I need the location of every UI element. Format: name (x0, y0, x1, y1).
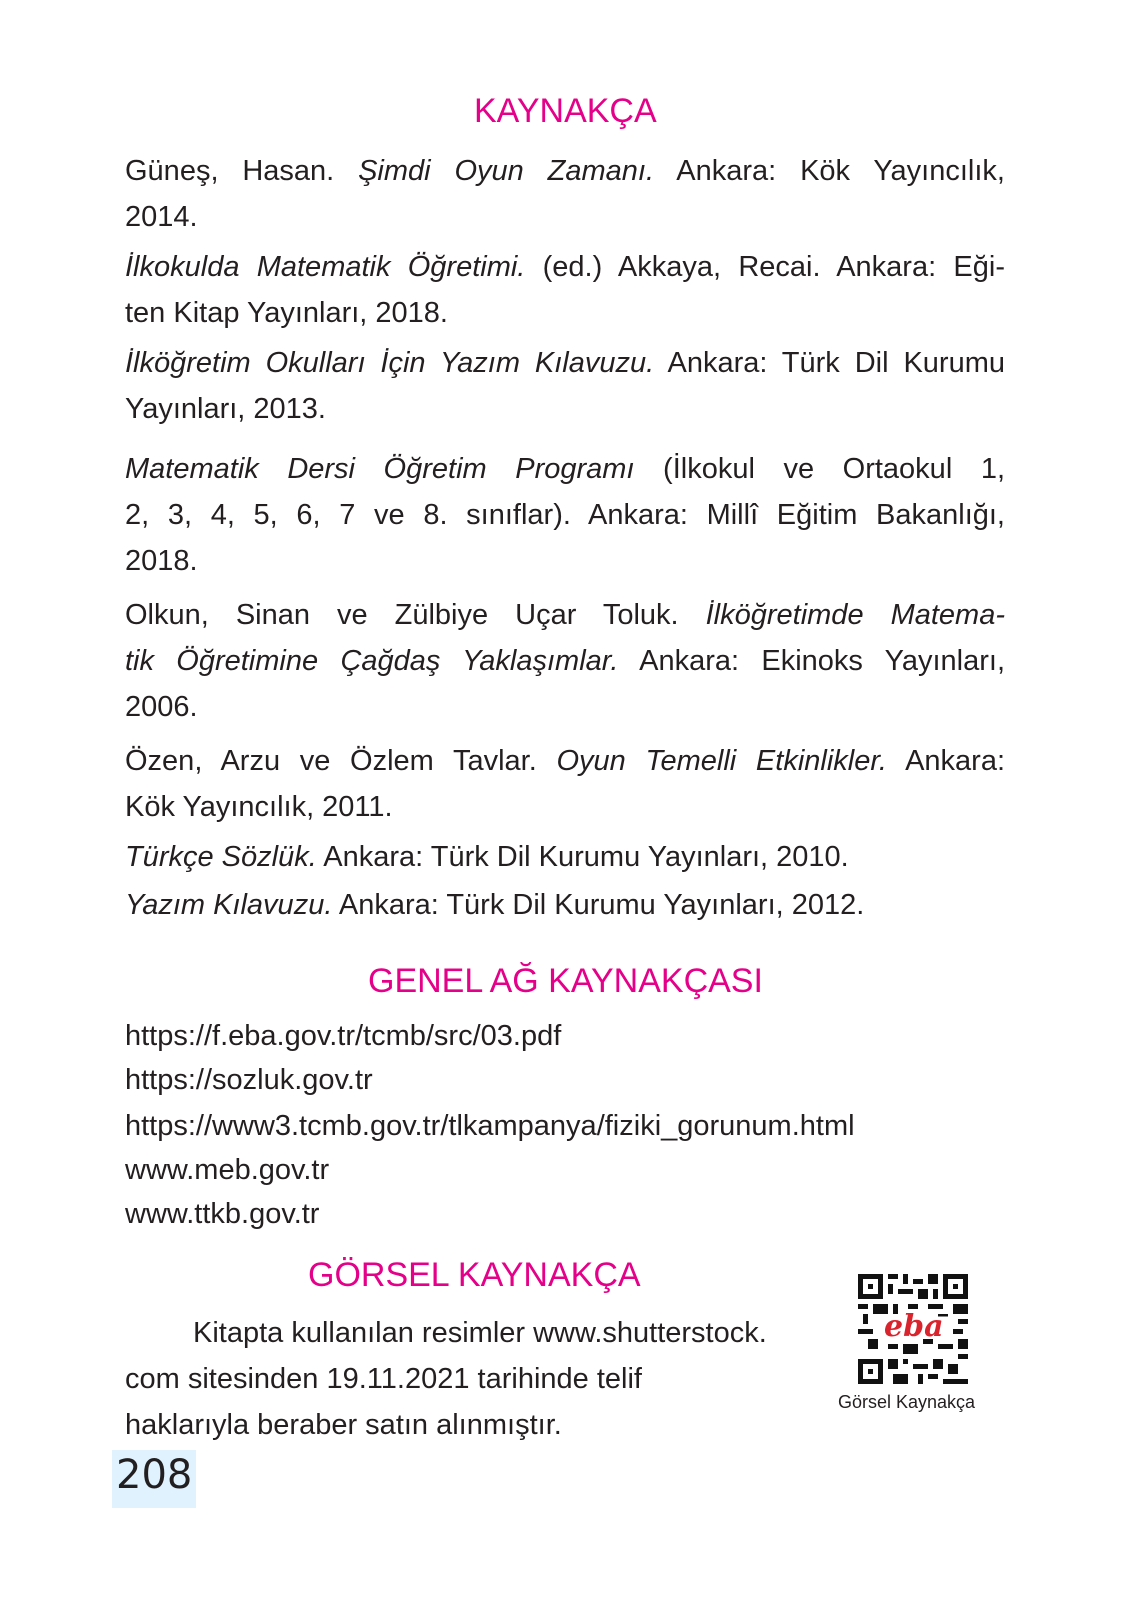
reference-title: Oyun Temelli Etkinlikler. (556, 745, 887, 777)
reference-text: 2014. (125, 201, 198, 233)
reference-line (125, 684, 1005, 730)
reference-line (125, 386, 1005, 432)
reference-entry (125, 244, 1005, 336)
reference-entry (125, 738, 1005, 830)
reference-text: 2018. (125, 545, 198, 577)
web-link[interactable]: www.ttkb.gov.tr (125, 1198, 320, 1230)
web-link[interactable]: https://f.eba.gov.tr/tcmb/src/03.pdf (125, 1020, 562, 1052)
reference-text: (İlkokul ve Ortaokul 1, (634, 453, 1005, 485)
reference-text: (ed.) Akkaya, Recai. Ankara: Eği- (525, 251, 1005, 283)
reference-text: Ankara: Kök Yayıncılık, (654, 155, 1005, 187)
web-link[interactable]: https://www3.tcmb.gov.tr/tlkampanya/fiziki_gorunum.html (125, 1110, 855, 1142)
reference-text: Ankara: (887, 745, 1006, 777)
reference-entry (125, 592, 1005, 730)
reference-text: Ankara: Ekinoks Yayınları, (618, 645, 1005, 677)
reference-title: Matematik Dersi Öğretim Programı (125, 453, 635, 485)
reference-title: İlkokulda Matematik Öğretimi. (125, 251, 526, 283)
reference-line (125, 638, 1005, 684)
reference-line (125, 148, 1005, 194)
reference-title: Yazım Kılavuzu. (125, 889, 333, 921)
note-line: com sitesinden 19.11.2021 tarihinde telif (125, 1363, 642, 1395)
reference-entry (125, 834, 1005, 880)
reference-line (125, 882, 1005, 928)
reference-text: Ankara: Türk Dil Kurumu (654, 347, 1005, 379)
reference-line (125, 290, 1005, 336)
reference-line (125, 244, 1005, 290)
reference-title: Türkçe Sözlük. (125, 841, 317, 873)
visual-bibliography-heading: GÖRSEL KAYNAKÇA (308, 1256, 641, 1294)
reference-text: Ankara: Türk Dil Kurumu Yayınları, 2012. (332, 889, 865, 921)
reference-line (125, 446, 1005, 492)
reference-line (125, 194, 1005, 240)
reference-text: Kök Yayıncılık, 2011. (125, 791, 393, 823)
reference-line (125, 592, 1005, 638)
reference-text: ten Kitap Yayınları, 2018. (125, 297, 448, 329)
reference-title: tik Öğretimine Çağdaş Yaklaşımlar. (125, 645, 619, 677)
reference-entry (125, 446, 1005, 584)
page-number: 208 (116, 1452, 193, 1498)
reference-line (125, 834, 1005, 880)
reference-entry (125, 882, 1005, 928)
web-bibliography-heading: GENEL AĞ KAYNAKÇASI (368, 962, 763, 1000)
reference-text: Güneş, Hasan. (125, 155, 359, 187)
reference-text: 2, 3, 4, 5, 6, 7 ve 8. sınıflar). Ankara: Millî Eğitim Bakanlığı, (125, 499, 1005, 531)
web-link[interactable]: www.meb.gov.tr (125, 1154, 330, 1186)
reference-line (125, 492, 1005, 538)
reference-line (125, 738, 1005, 784)
eba-logo: eba (884, 1309, 944, 1344)
qr-caption: Görsel Kaynakça (838, 1392, 976, 1412)
web-link[interactable]: https://sozluk.gov.tr (125, 1064, 373, 1096)
reference-text: 2006. (125, 691, 198, 723)
reference-text: Özen, Arzu ve Özlem Tavlar. (125, 745, 557, 777)
reference-title: Şimdi Oyun Zamanı. (358, 155, 655, 187)
visual-source-note (125, 1310, 815, 1448)
reference-title: İlköğretim Okulları İçin Yazım Kılavuzu. (125, 347, 655, 379)
reference-line (125, 340, 1005, 386)
reference-line (125, 538, 1005, 584)
reference-entry (125, 340, 1005, 432)
reference-entry (125, 148, 1005, 240)
reference-text: Olkun, Sinan ve Zülbiye Uçar Toluk. (125, 599, 706, 631)
reference-title: İlköğretimde Matema- (705, 599, 1005, 631)
bibliography-heading: KAYNAKÇA (474, 92, 657, 130)
note-line: haklarıyla beraber satın alınmıştır. (125, 1409, 562, 1441)
reference-text: Yayınları, 2013. (125, 393, 326, 425)
note-line: Kitapta kullanılan resimler www.shutterstock. (193, 1317, 767, 1349)
reference-text: Ankara: Türk Dil Kurumu Yayınları, 2010. (316, 841, 849, 873)
qr-code[interactable] (858, 1274, 968, 1384)
reference-line (125, 784, 1005, 830)
